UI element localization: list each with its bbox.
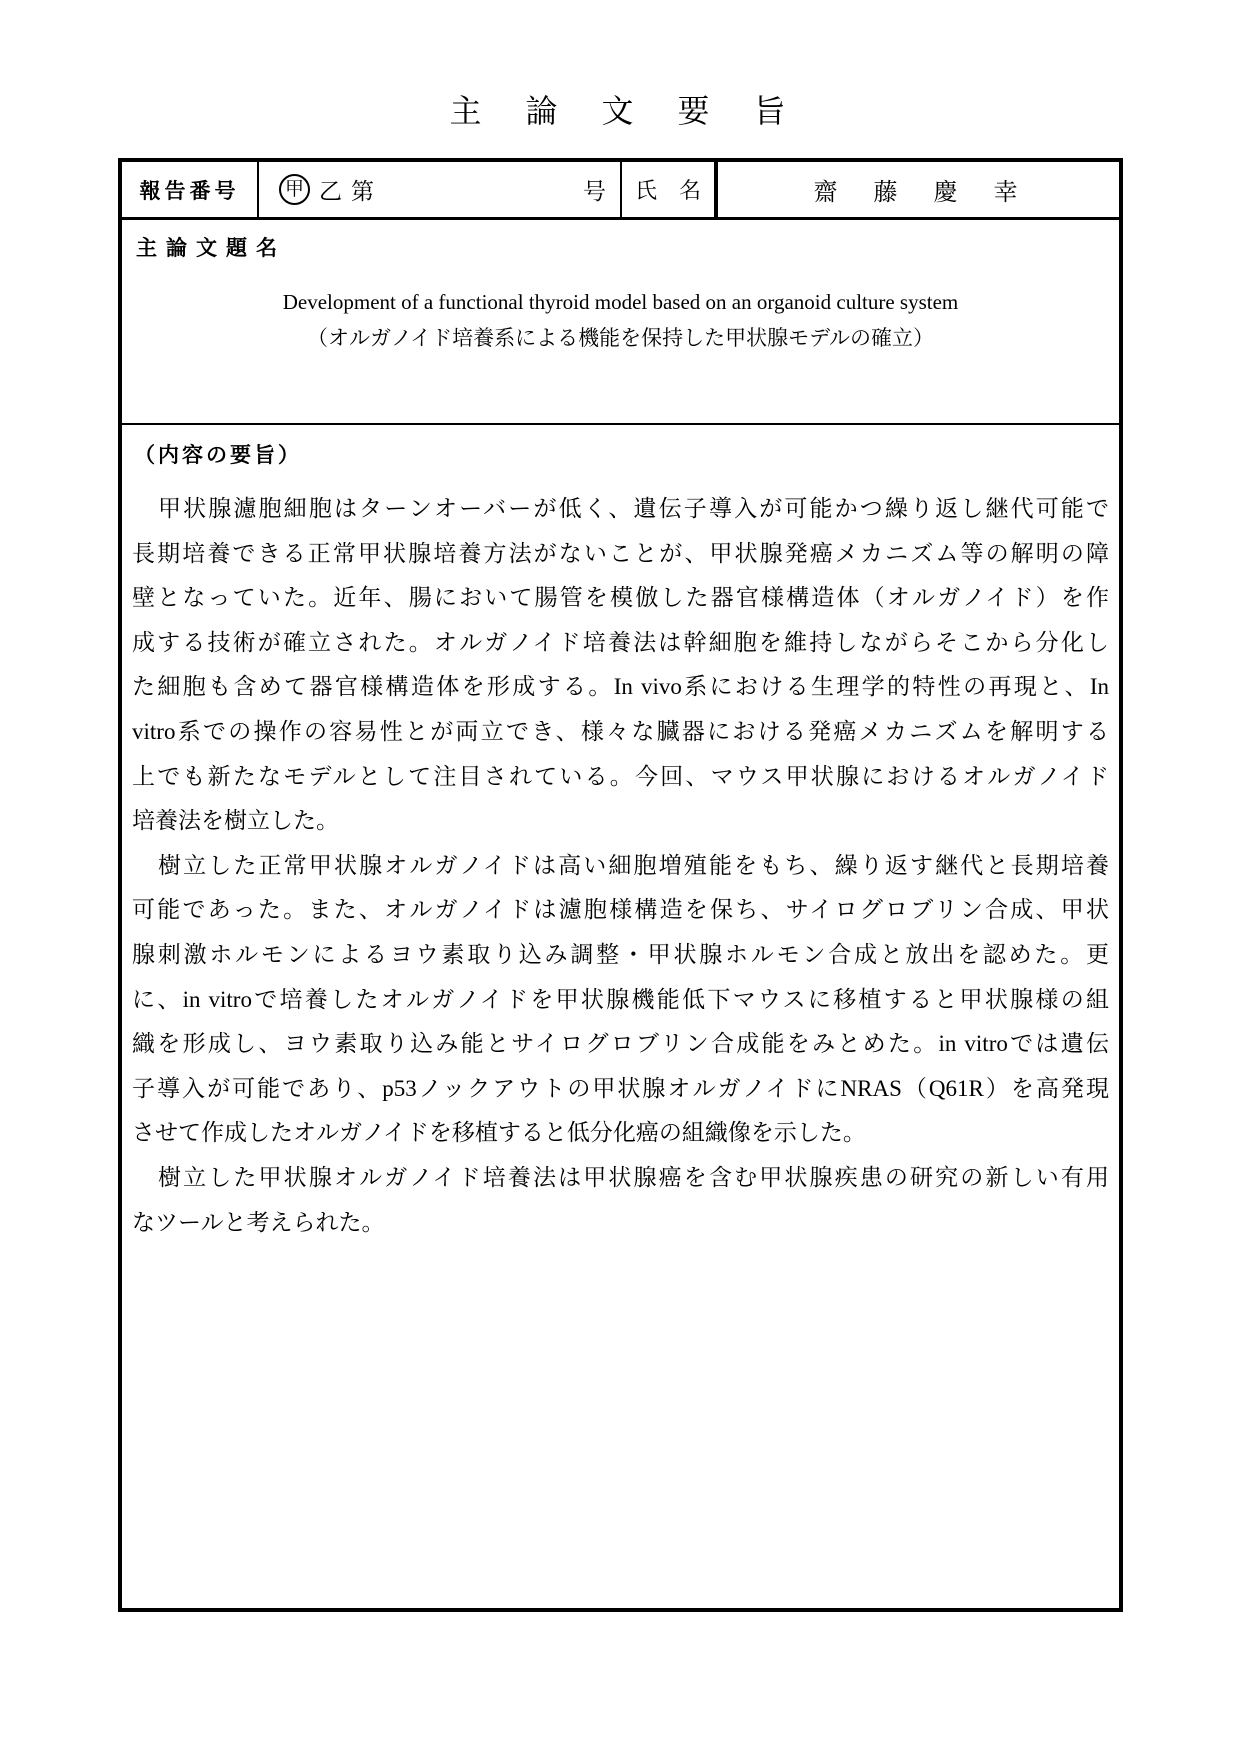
thesis-title-english: Development of a functional thyroid model based on an organoid culture system <box>282 290 959 314</box>
summary-line: 樹立した正常甲状腺オルガノイドは高い細胞増殖能をもち、繰り返す継代と長期培養 <box>158 852 1109 878</box>
thesis-title-label: 主論文題名 <box>136 237 286 260</box>
summary-line: 長期培養できる正常甲状腺培養方法がないことが、甲状腺発癌メカニズム等の解明の障 <box>132 540 1109 566</box>
report-number-label: 報告番号 <box>122 162 259 217</box>
summary-line: た細胞も含めて器官様構造体を形成する。In vivo系における生理学的特性の再現と、In <box>132 674 1109 700</box>
summary-line: vitro系での操作の容易性とが両立でき、様々な臓器における発癌メカニズムを解明する <box>132 718 1109 744</box>
summary-line: 樹立した甲状腺オルガノイド培養法は甲状腺癌を含む甲状腺疾患の研究の新しい有用 <box>158 1164 1109 1190</box>
thesis-title-japanese: （オルガノイド培養系による機能を保持した甲状腺モデルの確立） <box>306 326 935 350</box>
report-number-cell <box>259 162 622 217</box>
page-title: 主 論 文 要 旨 <box>449 93 792 129</box>
summary-body <box>132 487 1109 1245</box>
summary-content-section <box>122 425 1119 1608</box>
otsu-label: 乙 <box>319 179 342 204</box>
summary-line: 壁となっていた。近年、腸において腸管を模倣した器官様構造体（オルガノイド）を作 <box>132 585 1109 611</box>
header-row <box>122 162 1119 220</box>
name-label: 氏 名 <box>622 162 718 217</box>
report-number-prefix <box>279 173 374 206</box>
summary-line: 織を形成し、ヨウ素取り込み能とサイログロブリン合成能をみとめた。in vitroでは遺伝 <box>132 1031 1109 1057</box>
summary-line: に、in vitroで培養したオルガノイドを甲状腺機能低下マウスに移植すると甲状腺様の組 <box>132 986 1109 1012</box>
gou-label: 号 <box>583 179 606 204</box>
summary-line: 上でも新たなモデルとして注目されている。今回、マウス甲状腺におけるオルガノイド <box>132 763 1109 789</box>
summary-line: 子導入が可能であり、p53ノックアウトの甲状腺オルガノイドにNRAS（Q61R）を高発現 <box>132 1075 1109 1101</box>
name-value: 齋 藤 慶 幸 <box>813 180 1024 206</box>
summary-line: 可能であった。また、オルガノイドは濾胞様構造を保ち、サイログロブリン合成、甲状 <box>132 897 1109 923</box>
dai-label: 第 <box>351 179 374 204</box>
summary-line: 甲状腺濾胞細胞はターンオーバーが低く、遺伝子導入が可能かつ繰り返し継代可能で <box>158 496 1109 521</box>
summary-line: 成する技術が確立された。オルガノイド培養法は幹細胞を維持しながらそこから分化し <box>132 629 1109 655</box>
kou-circled-mark: 甲 <box>279 174 310 205</box>
summary-label: （内容の要旨） <box>134 444 302 467</box>
summary-line: なツールと考えられた。 <box>132 1209 385 1235</box>
thesis-title-section <box>122 220 1119 425</box>
summary-form-table <box>118 158 1123 1612</box>
summary-line: 腺刺激ホルモンによるヨウ素取り込み調整・甲状腺ホルモン合成と放出を認めた。更 <box>132 941 1109 967</box>
summary-line: 培養法を樹立した。 <box>132 808 339 834</box>
summary-line: させて作成したオルガノイドを移植すると低分化癌の組織像を示した。 <box>132 1120 866 1146</box>
